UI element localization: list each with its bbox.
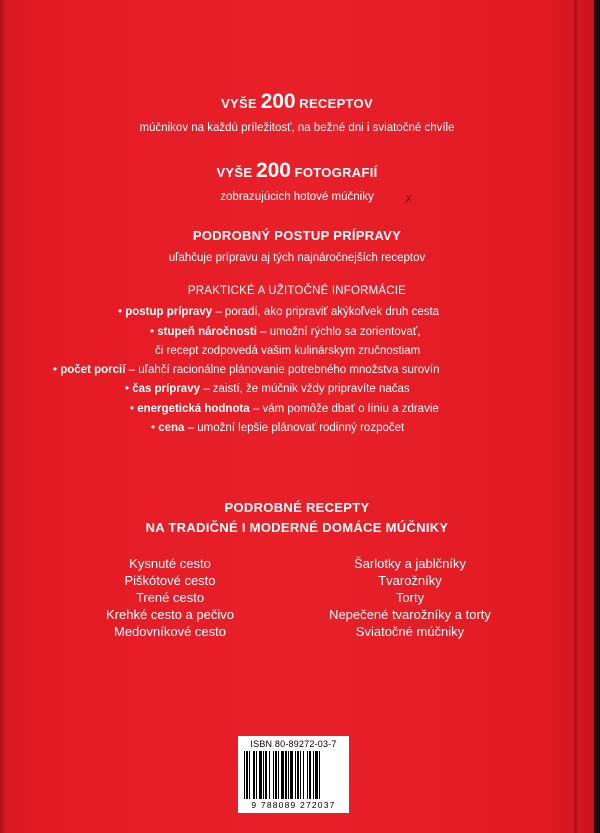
recipe-category: Torty: [395, 590, 425, 605]
info-text: – vám pomôže dbať o líniu a zdravie: [252, 403, 439, 415]
recipe-category: Krehké cesto a pečivo: [106, 607, 234, 622]
info-item: • počet porcií – uľahčí racionálne plánovanie potrebného množstva surovín: [53, 364, 440, 376]
info-item: • stupeň náročnosti – umožní rýchlo sa zorientovať,: [150, 326, 421, 338]
highlight-number: 200: [255, 159, 291, 182]
barcode-bars: [244, 751, 343, 799]
detail-section: [0, 228, 594, 264]
highlight-label: RECEPTOV: [299, 96, 373, 111]
highlight-prefix: VYŠE: [221, 96, 257, 111]
barcode-digits: 9 788089 272037: [251, 800, 336, 810]
info-term: cena: [158, 422, 185, 434]
recipes-heading-1: PODROBNÉ RECEPTY: [224, 500, 370, 515]
barcode: [238, 736, 349, 813]
info-term: čas prípravy: [132, 383, 200, 395]
isbn-text: ISBN 80-89272-03-7: [250, 739, 337, 749]
info-term: stupeň náročnosti: [157, 326, 257, 338]
info-item: • čas prípravy – zaistí, že múčnik vždy pripravíte načas: [125, 383, 410, 395]
recipe-category: Piškótové cesto: [124, 573, 216, 588]
info-item: • postup prípravy – poradí, ako pripraviť akýkoľvek druh cesta: [118, 306, 440, 318]
info-term: postup prípravy: [125, 306, 213, 318]
recipes-left-list: [90, 555, 250, 640]
recipes-heading-2: NA TRADIČNÉ I MODERNÉ DOMÁCE MÚČNIKY: [145, 520, 449, 535]
recipe-category: Trené cesto: [135, 590, 205, 605]
recipe-category: Tvarožníky: [378, 573, 442, 588]
detail-heading: PODROBNÝ POSTUP PRÍPRAVY: [192, 228, 402, 243]
highlight-prefix: VYŠE: [216, 165, 253, 180]
cover-right-edge: [594, 0, 600, 833]
highlight-recipes: [0, 88, 594, 134]
info-term: počet porcií: [60, 364, 126, 376]
highlight-photos: [0, 157, 594, 203]
info-item: • cena – umožní lepšie plánovať rodinný rozpočet: [151, 422, 405, 434]
highlight-description: zobrazujúcich hotové múčniky: [220, 191, 374, 203]
info-text: či recept zodpovedá vašim kulinárskym zručnostiam: [155, 345, 421, 357]
highlight-description: múčnikov na každú príležitosť, na bežné dni i sviatočné chvíle: [139, 122, 455, 134]
info-term: energetická hodnota: [137, 403, 250, 415]
recipe-category: Kysnuté cesto: [129, 556, 211, 571]
highlight-label: FOTOGRAFIÍ: [294, 165, 378, 180]
recipe-category: Sviatočné múčniky: [355, 624, 465, 639]
highlight-number: 200: [260, 90, 296, 113]
info-title: PRAKTICKÉ A UŽITOČNÉ INFORMÁCIE: [187, 285, 407, 297]
recipe-category: Nepečené tvarožníky a torty: [329, 607, 491, 622]
info-item: • energetická hodnota – vám pomôže dbať o líniu a zdravie: [130, 403, 439, 415]
info-text: – poradí, ako pripraviť akýkoľvek druh cesta: [215, 306, 440, 318]
info-text: – zaistí, že múčnik vždy pripravíte načas: [203, 383, 410, 395]
info-item-continuation: [155, 345, 420, 357]
detail-description: uľahčuje prípravu aj tých najnáročnejších receptov: [168, 252, 426, 264]
recipe-category: Medovníkové cesto: [113, 624, 226, 639]
info-text: – uľahčí racionálne plánovanie potrebného množstva surovín: [128, 364, 440, 376]
info-text: – umožní lepšie plánovať rodinný rozpočet: [187, 422, 405, 434]
info-text: – umožní rýchlo sa zorientovať,: [260, 326, 421, 338]
recipe-category: Šarlotky a jablčníky: [354, 556, 466, 571]
pen-mark: ✗: [404, 194, 414, 206]
recipes-right-list: [300, 555, 520, 640]
